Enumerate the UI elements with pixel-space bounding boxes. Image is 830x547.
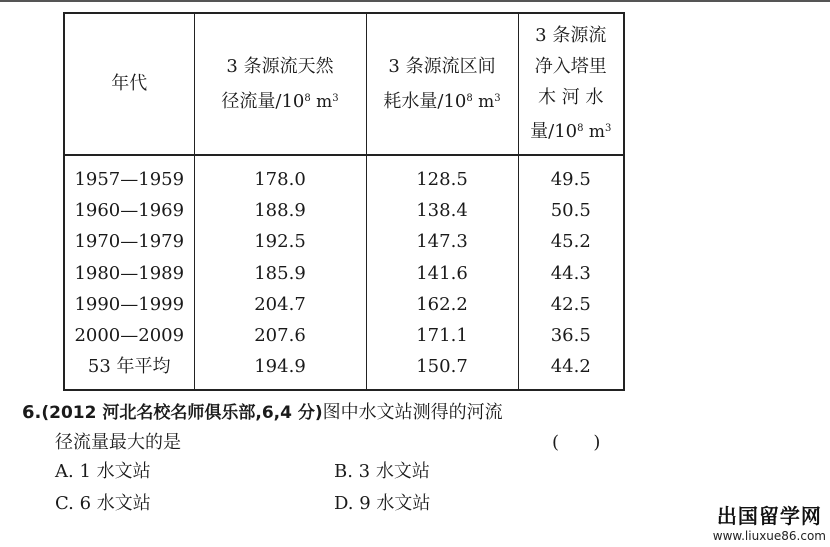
cell-consumption: 141.6	[366, 258, 518, 289]
top-rule	[0, 0, 830, 2]
table-row	[64, 351, 624, 390]
watermark-logo-text: 出国留学网	[716, 504, 822, 528]
question-stem-line2: 径流量最大的是 ( )	[22, 428, 632, 457]
option-a[interactable]: A. 1 水文站	[55, 461, 151, 482]
cell-consumption: 150.7	[366, 351, 518, 390]
header-water-consumption: 3 条源流区间 耗水量$/10^8$ $m^3$	[366, 13, 518, 155]
table-row	[64, 155, 624, 196]
cell-period: 53 年平均	[64, 351, 194, 390]
watermark	[713, 500, 826, 543]
cell-net: 42.5	[518, 289, 624, 320]
cell-net: 50.5	[518, 196, 624, 227]
table-header-row	[64, 13, 624, 155]
cell-net: 45.2	[518, 227, 624, 258]
option-d[interactable]: D. 9 水文站	[334, 493, 431, 514]
cell-natural: 207.6	[194, 320, 366, 351]
table-row	[64, 289, 624, 320]
table-row	[64, 258, 624, 289]
cell-net: 49.5	[518, 155, 624, 196]
question-block	[22, 398, 632, 521]
cell-consumption: 162.2	[366, 289, 518, 320]
header-net-inflow: 3 条源流 净入塔里 木 河 水 量$/10^8$ $m^3$	[518, 13, 624, 155]
cell-natural: 192.5	[194, 227, 366, 258]
watermark-url: www.liuxue86.com	[712, 529, 826, 543]
cell-period: 1970—1979	[64, 227, 194, 258]
cell-natural: 204.7	[194, 289, 366, 320]
question-stem-line1	[22, 398, 632, 428]
cell-period: 2000—2009	[64, 320, 194, 351]
cell-net: 44.3	[518, 258, 624, 289]
cell-consumption: 147.3	[366, 227, 518, 258]
cell-natural: 178.0	[194, 155, 366, 196]
cell-natural: 185.9	[194, 258, 366, 289]
cell-net: 36.5	[518, 320, 624, 351]
table-row	[64, 227, 624, 258]
answer-options	[55, 457, 632, 521]
question-source: (2012 河北名校名师俱乐部,6,4 分)	[41, 403, 323, 423]
question-number: 6.	[22, 402, 42, 423]
header-natural-runoff: 3 条源流天然 径流量$/10^8$ $m^3$	[194, 13, 366, 155]
cell-consumption: 138.4	[366, 196, 518, 227]
option-c[interactable]: C. 6 水文站	[55, 493, 151, 514]
option-b[interactable]: B. 3 水文站	[334, 461, 430, 482]
header-period: 年代	[64, 13, 194, 155]
cell-natural: 194.9	[194, 351, 366, 390]
cell-period: 1957—1959	[64, 155, 194, 196]
table-row	[64, 196, 624, 227]
cell-net: 44.2	[518, 351, 624, 390]
question-stem-text: 图中水文站测得的河流	[322, 402, 503, 423]
cell-period: 1990—1999	[64, 289, 194, 320]
cell-natural: 188.9	[194, 196, 366, 227]
cell-period: 1960—1969	[64, 196, 194, 227]
answer-bracket: ( )	[552, 432, 601, 453]
cell-period: 1980—1989	[64, 258, 194, 289]
cell-consumption: 171.1	[366, 320, 518, 351]
table-row	[64, 320, 624, 351]
runoff-table	[63, 12, 625, 391]
cell-consumption: 128.5	[366, 155, 518, 196]
